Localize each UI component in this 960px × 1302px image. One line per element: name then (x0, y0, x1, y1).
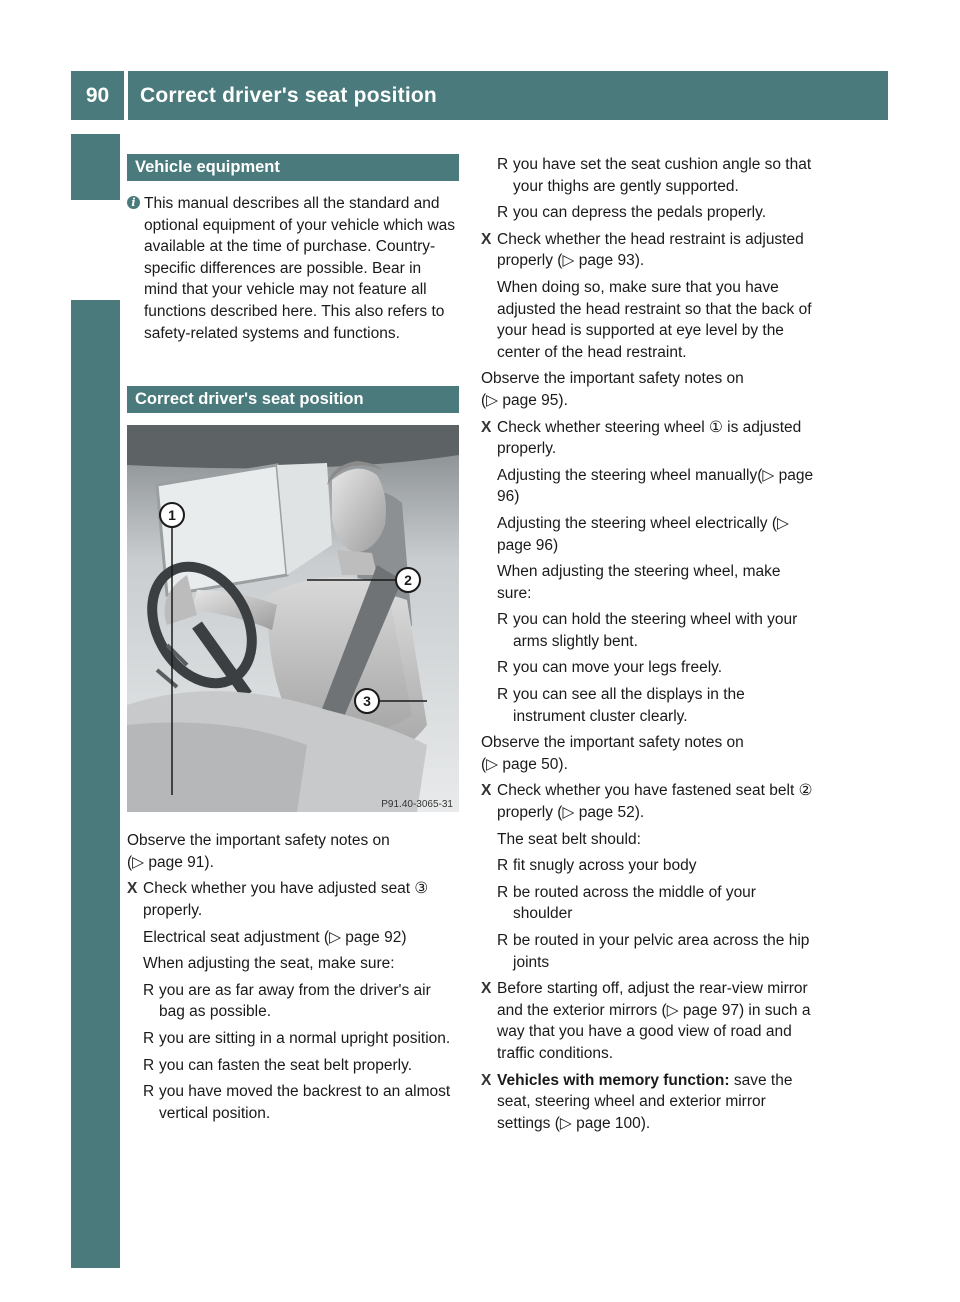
step-headrest-detail: When doing so, make sure that you have adjusted the head restraint so that the back of your head is supported at eye level by the center of the head restraint. (497, 278, 812, 361)
step-wheel-reference-manual: Adjusting the steering wheel manually(▷ page 96) (497, 466, 814, 506)
safety-note-line-1: Observe the important safety notes on (127, 832, 390, 850)
belt-bullet (481, 930, 815, 973)
step-belt-text: Check whether you have fastened seat belt ② properly (▷ page 52). (497, 782, 813, 822)
safety-note-line-1: Observe the important safety notes on (481, 370, 744, 388)
step-wheel-intro: When adjusting the steering wheel, make sure: (497, 563, 781, 602)
seat-bullet (127, 1081, 459, 1124)
chapter-side-gap (71, 200, 120, 300)
step-seat (127, 878, 459, 921)
step-seat-reference: Electrical seat adjustment (▷ page 92) (143, 928, 407, 946)
bullet-marker: R (497, 883, 509, 901)
page-number: 90 (85, 84, 110, 107)
step-seat-belt (481, 780, 815, 823)
step-steering-wheel (481, 417, 815, 460)
figure-callout-3: 3 (363, 693, 371, 710)
section-heading-seat-position: Correct driver's seat position (127, 386, 459, 413)
belt-bullet (481, 882, 815, 925)
wheel-bullet-text: you can hold the steering wheel with your arms slightly bent. (513, 611, 798, 650)
figure-image-code: P91.40-3065-31 (381, 799, 453, 811)
belt-bullet-text: be routed across the middle of your shoulder (513, 883, 756, 923)
wheel-bullet-text: you can move your legs freely. (513, 659, 723, 677)
bullet-marker: R (497, 204, 509, 222)
step-marker: X (481, 230, 492, 248)
seat-bullet (481, 202, 815, 224)
step-seat-text: Check whether you have adjusted seat ③ properly. (143, 880, 429, 919)
safety-note-line-2: (▷ page 50). (481, 755, 568, 773)
belt-bullet (481, 855, 815, 877)
seat-bullet (127, 1055, 459, 1077)
header-separator (124, 71, 128, 120)
step-seat-intro: When adjusting the seat, make sure: (143, 955, 395, 973)
step-wheel-reference-electric: Adjusting the steering wheel electrically (▷ page 96) (497, 514, 789, 554)
wheel-bullet (481, 684, 815, 727)
figure-callout-2: 2 (404, 572, 412, 589)
wheel-bullet (481, 657, 815, 679)
step-mirrors (481, 978, 815, 1064)
step-memory-text: save the seat, steering wheel and exterior mirror settings (▷ page 100). (497, 1071, 793, 1132)
seat-bullet-text: you have set the seat cushion angle so that your thighs are gently supported. (513, 156, 812, 195)
seat-bullet-text: you are as far away from the driver's air bag as possible. (159, 981, 431, 1021)
bullet-marker: R (497, 611, 509, 629)
safety-note-line-1: Observe the important safety notes on (481, 734, 744, 752)
section-heading-vehicle-equipment: Vehicle equipment (127, 154, 459, 181)
chapter-label: Seats, steering wheel and mirrors (84, 561, 107, 899)
bullet-marker: R (497, 659, 509, 677)
step-headrest (481, 229, 815, 272)
info-text: This manual describes all the standard and optional equipment of your vehicle which was available at the time of purchase. Country-specific differences are possible. Bear in mind that your vehicle may not feature all functions described here. This also refers to safety-related systems and functions. (144, 195, 456, 342)
step-marker: X (481, 782, 492, 800)
step-wheel-text: Check whether steering wheel ① is adjusted properly. (497, 418, 802, 458)
seat-bullet-text: you have moved the backrest to an almost vertical position. (159, 1083, 451, 1122)
seat-bullet (127, 1028, 459, 1050)
bullet-marker: R (497, 857, 509, 875)
step-memory (481, 1070, 815, 1135)
safety-note-line-2: (▷ page 91). (127, 853, 214, 871)
step-marker: X (481, 418, 492, 436)
bullet-marker: R (497, 932, 509, 949)
driver-seat-figure (127, 425, 459, 812)
step-headrest-text: Check whether the head restraint is adjusted properly (▷ page 93). (497, 230, 804, 270)
bullet-marker: R (497, 156, 509, 173)
right-column (481, 154, 815, 1139)
bullet-marker: R (143, 1056, 155, 1074)
wheel-bullet-text: you can see all the displays in the instrument cluster clearly. (513, 686, 745, 725)
bullet-marker: R (497, 686, 509, 704)
left-column (127, 154, 459, 1129)
step-marker: X (481, 980, 492, 998)
bullet-marker: R (143, 1083, 155, 1101)
seat-bullet-text: you are sitting in a normal upright position. (159, 1029, 451, 1047)
figure-callout-1: 1 (168, 507, 176, 524)
bullet-marker: R (143, 1029, 155, 1047)
step-memory-bold: Vehicles with memory function: (497, 1071, 730, 1089)
safety-note-line-2: (▷ page 95). (481, 391, 568, 409)
info-note (127, 193, 459, 344)
info-icon: i (127, 196, 140, 209)
wheel-bullet (481, 609, 815, 652)
seat-bullet (481, 154, 815, 197)
belt-bullet-text: be routed in your pelvic area across the hip joints (513, 932, 810, 971)
seat-bullet (127, 980, 459, 1023)
step-marker: X (127, 880, 138, 898)
page-title: Correct driver's seat position (140, 84, 437, 107)
step-marker: X (481, 1071, 492, 1089)
belt-bullet-text: fit snugly across your body (513, 857, 697, 875)
step-belt-intro: The seat belt should: (497, 830, 641, 848)
step-mirrors-text: Before starting off, adjust the rear-view mirror and the exterior mirrors (▷ page 97) in such a way that you have a good view of road and traffic conditions. (497, 980, 811, 1062)
seat-bullet-text: you can fasten the seat belt properly. (159, 1056, 413, 1074)
seat-bullet-text: you can depress the pedals properly. (513, 204, 767, 222)
bullet-marker: R (143, 981, 155, 999)
